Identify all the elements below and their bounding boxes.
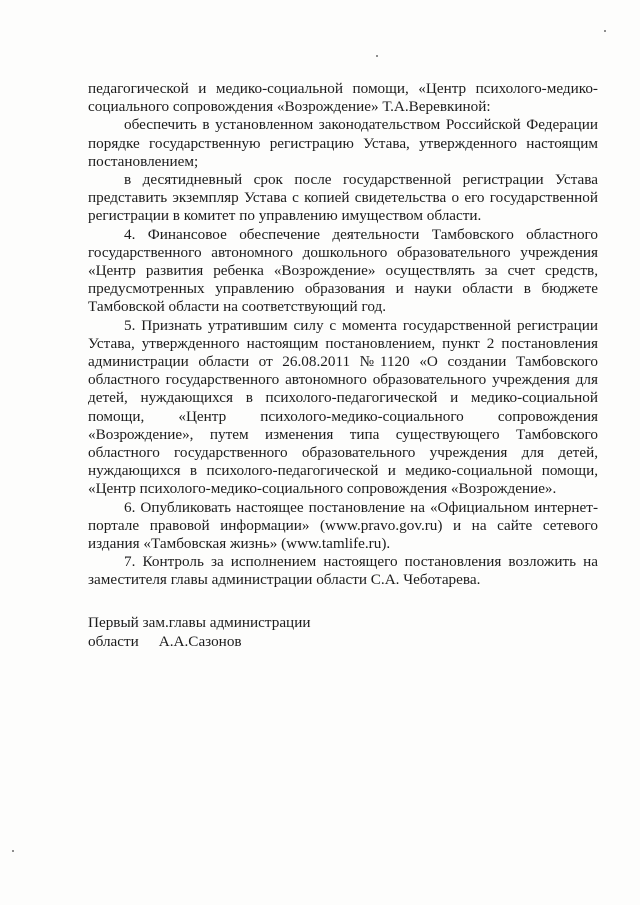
paragraph-submit-charter: в десятидневный срок после государственной регистрации Устава представить экземпляр Устава с копией свидетельства о его государственной регистрации в комитет по управлению имуществом области.	[88, 171, 598, 225]
scan-speck	[604, 30, 606, 32]
paragraph-item-4: 4. Финансовое обеспечение деятельности Тамбовского областного государственного автономного дошкольного образовательного учреждения «Центр развития ребенка «Возрождение» осуществлять за счет средств, предусмотренных управлению образования и науки области в бюджете Тамбовской области на соответствующий год.	[88, 225, 598, 316]
paragraph-continuation: педагогической и медико-социальной помощи, «Центр психолого-медико-социального сопровождения «Возрождение» Т.А.Веревкиной:	[88, 80, 598, 116]
decree-body	[88, 80, 598, 590]
scan-speck	[376, 55, 378, 57]
signatory-region: области	[88, 632, 139, 650]
paragraph-item-6: 6. Опубликовать настоящее постановление на «Официальном интернет-портале правовой информации» (www.pravo.gov.ru) и на сайте сетевого издания «Тамбовская жизнь» (www.tamlife.ru).	[88, 498, 598, 553]
signatory-name: А.А.Сазонов	[158, 632, 242, 650]
signatory-title: Первый зам.главы администрации	[88, 614, 311, 631]
paragraph-item-7: 7. Контроль за исполнением настоящего постановления возложить на заместителя главы администрации области С.А. Чеботарева.	[88, 553, 598, 589]
signature-block	[88, 614, 408, 651]
paragraph-register-charter: обеспечить в установленном законодательством Российской Федерации порядке государственную регистрацию Устава, утвержденного настоящим постановлением;	[88, 116, 598, 170]
signatory-line	[88, 633, 408, 652]
scan-speck	[12, 850, 14, 852]
paragraph-item-5: 5. Признать утратившим силу с момента государственной регистрации Устава, утвержденного настоящим постановлением, пункт 2 постановления администрации области от 26.08.2011 №1120 «О создании Тамбовского областного государственного автономного образовательного учреждения для детей, нуждающихся в психолого-педагогической и медико-социальной помощи, «Центр психолого-медико-социального сопровождения «Возрождение», путем изменения типа существующего Тамбовского областного государственного образовательного учреждения для детей, нуждающихся в психолого-педагогической и медико-социальной помощи, «Центр психолого-медико-социального сопровождения «Возрождение».	[88, 316, 598, 498]
